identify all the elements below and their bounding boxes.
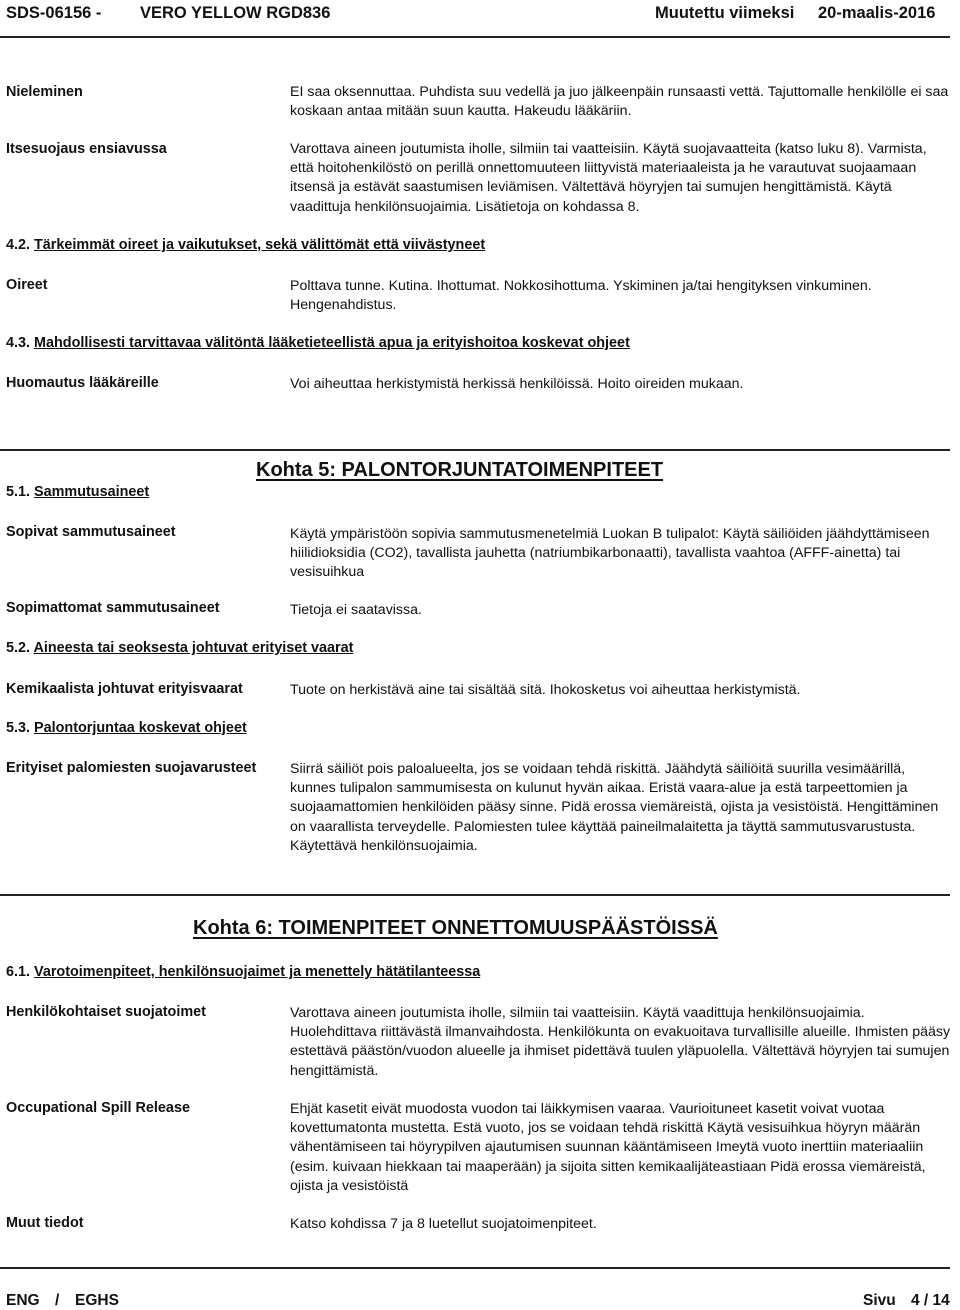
subsection-5-1-num: 5.1.	[6, 484, 31, 500]
subsection-5-3	[6, 720, 247, 736]
subsection-5-1	[6, 484, 149, 500]
doctor-note-text: Voi aiheuttaa herkistymistä herkissä henkilöissä. Hoito oireiden mukaan.	[290, 376, 744, 392]
subsection-4-2-num: 4.2.	[6, 237, 31, 253]
firefighter-equipment-text: Siirrä säiliöt pois paloalueelta, jos se voidaan tehdä riskittä. Jäähdytä säiliöitä suurilla vesimäärillä, kunnes tulipalon sammumisesta on kulunut hyvän aikaa. Eristä vaara-alue ja estä tarpeettomien ja suojaamattomien henkilöiden pääsy sinne. Pidä erossa viemäreistä, ojista ja vesistöistä. Hengittäminen on vaarallista terveydelle. Palomiesten tulee käyttää paineilmalaitetta ja täyttä sammutusvarustusta. Käytettävä henkilönsuojaimia.	[290, 761, 939, 854]
personal-precautions-text: Varottava aineen joutumista iholle, silmiin tai vaatteisiin. Käytä vaadittuja henkilönsuojaimia. Huolehdittava riittävästä ilmanvaihdosta. Henkilökunta on evakuoitava turvallisille alueille. Ihmisten pääsy estettävä päästön/vuodon alueelle ja ihmiset pidettävä tuulen yläpuolella. Vältettävä höyryjen tai sumujen hengittämistä.	[290, 1005, 951, 1079]
subsection-5-2-title: Aineesta tai seoksesta johtuvat erityiset vaarat	[33, 640, 354, 656]
subsection-4-2-title: Tärkeimmät oireet ja vaikutukset, sekä välittömät että viivästyneet	[34, 237, 486, 253]
section-6-title: Kohta 6: TOIMENPITEET ONNETTOMUUSPÄÄSTÖISSÄ	[193, 917, 718, 939]
firefighter-equipment-label: Erityiset palomiesten suojavarusteet	[6, 760, 257, 776]
first-aider-label: Itsesuojaus ensiavussa	[6, 141, 167, 157]
revised-date: 20-maalis-2016	[818, 4, 936, 22]
product-name: VERO YELLOW RGD836	[140, 4, 331, 22]
doc-id: SDS-06156 -	[6, 4, 102, 22]
header-divider	[0, 36, 950, 38]
suitable-media-text: Käytä ympäristöön sopivia sammutusmenetelmiä Luokan B tulipalot: Käytä säiliöiden jäähdyttämiseen hiilidioksidia (CO2), tavallista jauhetta (natriumbikarbonaatti), tavallista vaahtoa (AFFF-ainetta) tai vesisuihkua	[290, 526, 930, 581]
doctor-note-label: Huomautus lääkäreille	[6, 375, 159, 391]
subsection-4-3	[6, 335, 630, 351]
symptoms-text: Polttava tunne. Kutina. Ihottumat. Nokkosihottuma. Yskiminen ja/tai hengityksen vinkuminen. Hengenahdistus.	[290, 278, 872, 314]
footer-page-label: Sivu	[863, 1292, 896, 1309]
spill-release-text: Ehjät kasetit eivät muodosta vuodon tai läikkymisen vaaraa. Vaurioituneet kasetit voivat vuotaa kovettumatonta mustetta. Estä vuoto, jos se voidaan tehdä riskittä Käytä vesisuihkua höyryn määrän vähentämiseen tai höyrypilven ajautumisen suunnan kääntämiseen Imeytä vuoto inerttiin materiaaliin (esim. kuivaan hiekkaan tai maaperään) ja sijoita sitten kemikaalijäteastiaan Pidä erossa viemäreistä, ojista ja vesistöistä	[290, 1101, 926, 1194]
footer-language: ENG	[6, 1292, 40, 1309]
first-aider-text: Varottava aineen joutumista iholle, silmiin tai vaatteisiin. Käytä suojavaatteita (katso luku 8). Varmista, että hoitohenkilöstö on perillä onnettomuuteen liittyvistä materiaaleista ja he varautuvat suojaamaan itsensä ja estävät saastumisen leviämisen. Vältettävä höyryjen tai sumujen hengittämistä. Käytä vaadittuja henkilönsuojaimia. Lisätietoja on kohdassa 8.	[290, 141, 927, 215]
suitable-media-label: Sopivat sammutusaineet	[6, 524, 176, 540]
subsection-6-1	[6, 964, 480, 980]
personal-precautions-label: Henkilökohtaiset suojatoimet	[6, 1004, 206, 1020]
symptoms-label: Oireet	[6, 277, 48, 293]
footer-system: EGHS	[75, 1292, 119, 1309]
subsection-4-3-num: 4.3.	[6, 335, 31, 351]
ingestion-text: EI saa oksennuttaa. Puhdista suu vedellä ja juo jälkeenpäin runsaasti vettä. Tajuttomalle henkilölle ei saa koskaan antaa mitään suun kautta. Hakeudu lääkäriin.	[290, 84, 949, 120]
subsection-6-1-title: Varotoimenpiteet, henkilönsuojaimet ja menettely hätätilanteessa	[34, 964, 481, 980]
unsuitable-media-text: Tietoja ei saatavissa.	[290, 602, 422, 618]
subsection-6-1-num: 6.1.	[6, 964, 31, 980]
section-5-divider	[0, 449, 950, 451]
section-5-title: Kohta 5: PALONTORJUNTATOIMENPITEET	[256, 459, 664, 481]
footer-page-number: 4 / 14	[911, 1292, 950, 1309]
section-6-divider	[0, 894, 950, 896]
subsection-5-3-title: Palontorjuntaa koskevat ohjeet	[34, 720, 247, 736]
subsection-5-3-num: 5.3.	[6, 720, 31, 736]
chemical-hazard-label: Kemikaalista johtuvat erityisvaarat	[6, 681, 243, 697]
subsection-5-2-num: 5.2.	[6, 640, 31, 656]
footer-divider	[0, 1267, 950, 1269]
chemical-hazard-text: Tuote on herkistävä aine tai sisältää sitä. Ihokosketus voi aiheuttaa herkistymistä.	[290, 682, 801, 698]
subsection-5-2	[6, 640, 353, 656]
other-info-label: Muut tiedot	[6, 1215, 84, 1231]
subsection-4-2	[6, 237, 485, 253]
unsuitable-media-label: Sopimattomat sammutusaineet	[6, 600, 220, 616]
spill-release-label: Occupational Spill Release	[6, 1100, 190, 1116]
subsection-5-1-title: Sammutusaineet	[34, 484, 150, 500]
ingestion-label: Nieleminen	[6, 84, 83, 100]
revised-label: Muutettu viimeksi	[655, 4, 795, 22]
footer-separator: /	[55, 1292, 60, 1309]
other-info-text: Katso kohdissa 7 ja 8 luetellut suojatoimenpiteet.	[290, 1216, 597, 1232]
subsection-4-3-title: Mahdollisesti tarvittavaa välitöntä lääketieteellistä apua ja erityishoitoa koskevat ohjeet	[34, 335, 630, 351]
